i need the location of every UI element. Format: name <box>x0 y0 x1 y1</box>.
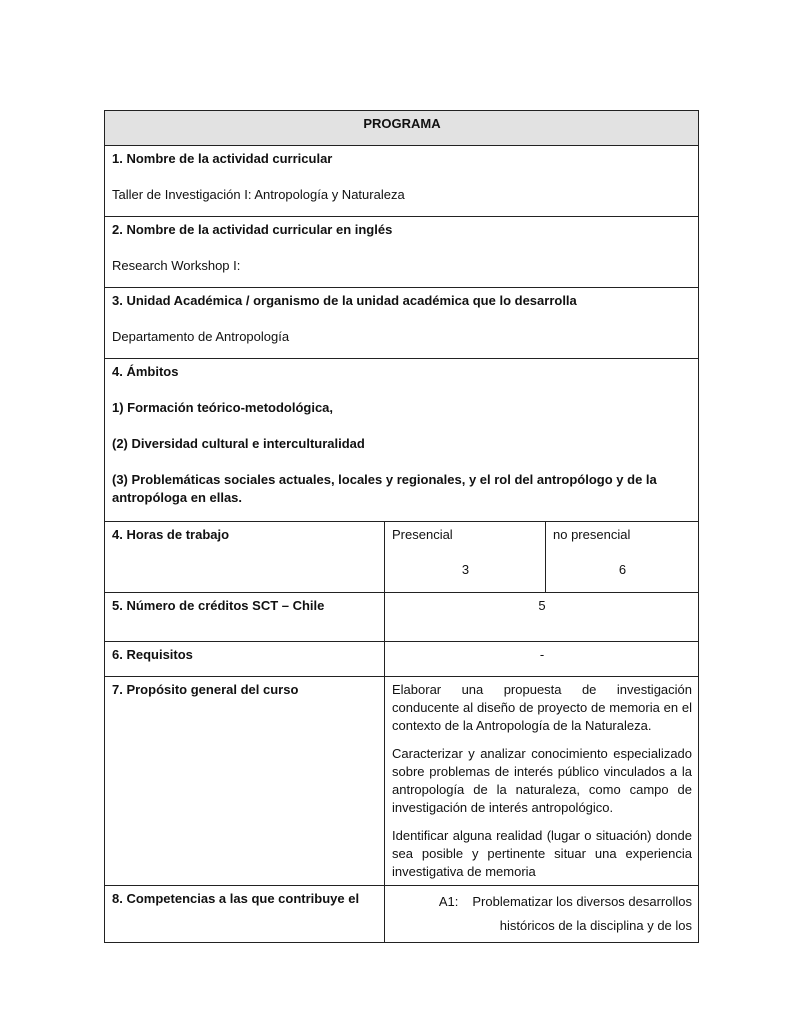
purpose-paragraph: Caracterizar y analizar conocimiento especializado sobre problemas de interés público vinculados a la antropología de la naturaleza, como campo de investigación de interés antropológico. <box>392 746 693 815</box>
no-presencial-label: no presencial <box>553 527 631 542</box>
header-row <box>105 111 699 146</box>
section-5-row <box>105 593 699 642</box>
section-7-cell <box>385 677 699 886</box>
section-2-row <box>105 217 699 288</box>
section-7-row <box>105 677 699 886</box>
presencial-label: Presencial <box>392 527 453 542</box>
hours-no-presencial-cell <box>546 522 699 593</box>
section-8-label: 8. Competencias a las que contribuye el <box>105 886 385 943</box>
presencial-value: 3 <box>461 562 470 577</box>
section-4-cell <box>105 359 699 522</box>
section-1-label: 1. Nombre de la actividad curricular <box>112 151 333 166</box>
purpose-paragraph: Elaborar una propuesta de investigación conducente al diseño de proyecto de memoria en el contexto de la Antropología de la Naturaleza. <box>392 682 693 733</box>
ambito-item: 1) Formación teórico-metodológica, <box>112 400 334 415</box>
hours-presencial-cell <box>385 522 546 593</box>
hours-label: 4. Horas de trabajo <box>105 522 385 593</box>
section-3-label: 3. Unidad Académica / organismo de la unidad académica que lo desarrolla <box>112 293 577 308</box>
section-8-row <box>105 886 699 943</box>
section-6-row <box>105 642 699 677</box>
section-6-value: - <box>385 642 699 677</box>
ambito-item: (2) Diversidad cultural e interculturalidad <box>112 436 365 451</box>
program-table <box>104 110 699 943</box>
ambito-item: (3) Problemáticas sociales actuales, locales y regionales, y el rol del antropólogo y de la antropóloga en ellas. <box>112 472 657 505</box>
section-8-cell <box>385 886 699 943</box>
section-1-row <box>105 146 699 217</box>
section-3-row <box>105 288 699 359</box>
program-header: PROGRAMA <box>105 111 699 146</box>
section-6-label: 6. Requisitos <box>105 642 385 677</box>
hours-row <box>105 522 699 593</box>
section-2-label: 2. Nombre de la actividad curricular en inglés <box>112 222 393 237</box>
section-4-row <box>105 359 699 522</box>
section-4-label: 4. Ámbitos <box>112 364 179 379</box>
section-2-value: Research Workshop I: <box>112 258 241 273</box>
section-2-cell <box>105 217 699 288</box>
no-presencial-value: 6 <box>618 562 627 577</box>
section-3-value: Departamento de Antropología <box>112 329 290 344</box>
competency-line-1 <box>392 890 692 914</box>
section-7-label: 7. Propósito general del curso <box>105 677 385 886</box>
section-5-value: 5 <box>385 593 699 642</box>
section-1-cell <box>105 146 699 217</box>
section-3-cell <box>105 288 699 359</box>
competency-code: A1: <box>438 894 459 909</box>
section-1-value: Taller de Investigación I: Antropología y Naturaleza <box>112 187 405 202</box>
purpose-paragraph: Identificar alguna realidad (lugar o situación) donde sea posible y pertinente situar una experiencia investigativa de memoria <box>392 828 693 879</box>
section-5-label: 5. Número de créditos SCT – Chile <box>105 593 385 642</box>
competency-line-2: históricos de la disciplina y de los <box>499 918 693 933</box>
competency-text: Problematizar los diversos desarrollos <box>472 894 693 909</box>
